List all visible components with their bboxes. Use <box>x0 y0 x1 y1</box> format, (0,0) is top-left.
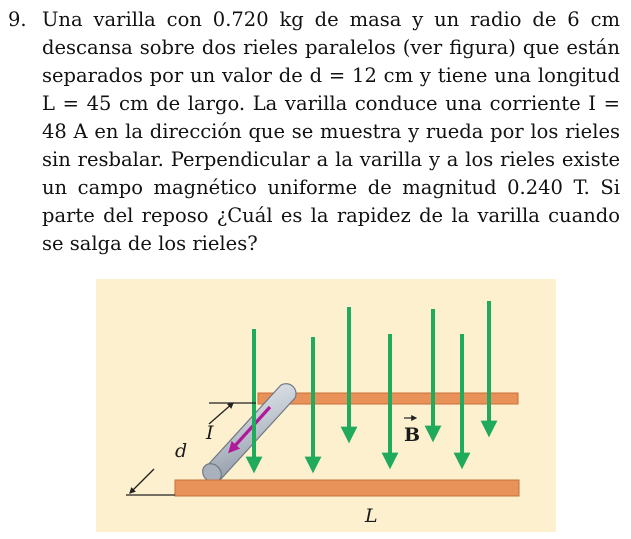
near-rail <box>175 480 519 496</box>
problem-number: 9. <box>8 8 27 31</box>
separation-label: d <box>175 440 188 462</box>
figure-canvas <box>96 279 556 532</box>
rail-gun-figure <box>96 279 556 532</box>
field-label: B <box>404 424 421 446</box>
problem-text: Una varilla con 0.720 kg de masa y un radio de 6 cm descansa sobre dos rieles paralelos (ver figura) que están separados por un valor de d = 12 cm y tiene una longitud L = 45 cm de largo. La varilla conduce una corriente I = 48 A en la dirección que se muestra y rueda por los rieles sin resbalar. Perpendicular a la varilla y a los rieles existe un campo magnético uniforme de magnitud 0.240 T. Si parte del reposo ¿Cuál es la rapidez de la varilla cuando se salga de los rieles? <box>42 8 620 255</box>
current-label: I <box>206 422 214 444</box>
length-label: L <box>365 505 378 527</box>
